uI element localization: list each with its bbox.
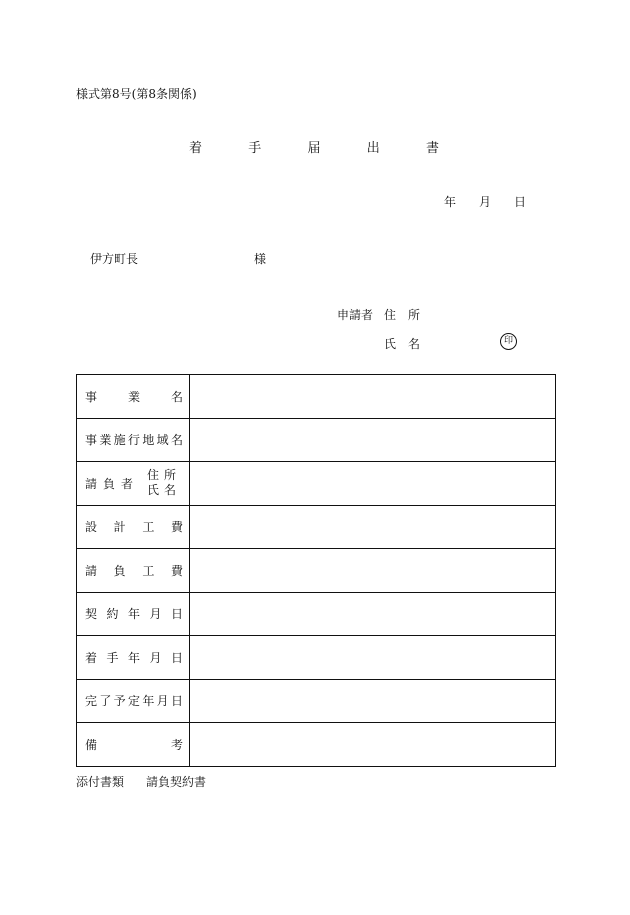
row-label-char: 予 <box>113 694 126 709</box>
row-label-char: 着 <box>85 650 98 665</box>
sub-label-char: 名 <box>164 483 177 498</box>
row-label-cell <box>77 505 190 549</box>
date-char: 日 <box>513 195 526 209</box>
row-label-char: 年 <box>127 650 140 665</box>
table-row <box>77 375 556 419</box>
row-label-cell <box>77 375 190 419</box>
row-value-cell[interactable] <box>190 418 556 462</box>
row-label-cell <box>77 636 190 680</box>
sub-label-char: 住 <box>147 468 160 483</box>
row-label-char: 者 <box>120 476 133 491</box>
row-label <box>77 388 189 405</box>
row-label <box>77 431 189 448</box>
row-label-main <box>85 475 133 492</box>
table-row <box>77 592 556 636</box>
title-char: 手 <box>248 141 262 156</box>
sub-label-address <box>147 468 181 483</box>
attachments-item: 請負契約書 <box>146 775 207 789</box>
row-label-char: 工 <box>142 520 155 535</box>
row-label-char: 月 <box>149 650 162 665</box>
title-char: 着 <box>189 141 203 156</box>
sub-label-char: 氏 <box>147 483 160 498</box>
row-label-char: 名 <box>170 389 183 404</box>
row-label-cell <box>77 592 190 636</box>
row-value-cell[interactable] <box>190 636 556 680</box>
row-value-cell[interactable] <box>190 679 556 723</box>
row-label-char: 日 <box>170 694 183 709</box>
honorific: 様 <box>254 252 267 266</box>
row-label-char: 業 <box>99 433 112 448</box>
row-label-char: 了 <box>99 694 112 709</box>
address-label-char: 住 <box>384 308 397 322</box>
title-char: 書 <box>425 141 439 156</box>
row-label-char: 事 <box>85 433 98 448</box>
applicant-label: 申請者 <box>337 308 374 322</box>
row-label-char: 日 <box>170 607 183 622</box>
row-label-char: 月 <box>156 694 169 709</box>
row-label-char: 年 <box>127 607 140 622</box>
row-value-cell[interactable] <box>190 549 556 593</box>
row-label-char: 費 <box>170 520 183 535</box>
row-label-char: 契 <box>85 607 98 622</box>
row-value-cell[interactable] <box>190 375 556 419</box>
document-title <box>189 137 439 156</box>
row-label-char: 費 <box>170 563 183 578</box>
row-label-char: 日 <box>170 650 183 665</box>
attachments-line <box>76 773 206 790</box>
name-label-char: 名 <box>407 337 420 351</box>
row-label-char: 計 <box>113 520 126 535</box>
row-label <box>77 518 189 535</box>
row-label-cell <box>77 679 190 723</box>
row-label-char: 業 <box>127 389 140 404</box>
form-number: 様式第8号(第8条関係) <box>76 87 197 101</box>
table-row <box>77 723 556 767</box>
row-label-char: 月 <box>149 607 162 622</box>
row-label-char: 年 <box>142 694 155 709</box>
address-label-char: 所 <box>407 308 420 322</box>
table-row <box>77 462 556 506</box>
row-label-cell <box>77 549 190 593</box>
row-value-cell[interactable] <box>190 462 556 506</box>
row-label-char: 請 <box>85 563 98 578</box>
table-row <box>77 549 556 593</box>
table-row <box>77 505 556 549</box>
row-label-char: 設 <box>85 520 98 535</box>
row-label-char: 完 <box>85 694 98 709</box>
row-label <box>77 736 189 753</box>
row-label <box>77 605 189 622</box>
applicant-name-label <box>384 335 420 352</box>
sub-label-char: 所 <box>164 468 177 483</box>
row-label-cell <box>77 462 190 506</box>
row-value-cell[interactable] <box>190 592 556 636</box>
row-label-char: 備 <box>85 737 98 752</box>
row-label-char: 負 <box>102 476 115 491</box>
date-line <box>444 193 526 210</box>
row-label-char: 考 <box>170 737 183 752</box>
row-label-char: 工 <box>142 563 155 578</box>
row-label-char: 負 <box>113 563 126 578</box>
table-row <box>77 418 556 462</box>
name-label-char: 氏 <box>384 337 397 351</box>
row-label-char: 約 <box>106 607 119 622</box>
title-char: 出 <box>366 141 380 156</box>
row-label-char: 行 <box>127 433 140 448</box>
row-label-char: 施 <box>113 433 126 448</box>
addressee: 伊方町長 <box>90 252 139 266</box>
table-row <box>77 636 556 680</box>
sub-label-name <box>147 483 181 498</box>
row-value-cell[interactable] <box>190 505 556 549</box>
attachments-label: 添付書類 <box>76 775 125 789</box>
details-table <box>76 374 556 767</box>
row-label-char: 請 <box>85 476 98 491</box>
table-row <box>77 679 556 723</box>
row-label-char: 域 <box>156 433 169 448</box>
row-label <box>77 468 189 498</box>
row-label-char: 手 <box>106 650 119 665</box>
row-label-char: 地 <box>142 433 155 448</box>
row-label-char: 定 <box>127 694 140 709</box>
row-label-char: 事 <box>85 389 98 404</box>
row-label <box>77 692 189 709</box>
row-label-sub <box>147 468 181 498</box>
row-label-char: 名 <box>170 433 183 448</box>
date-char: 年 <box>444 195 457 209</box>
applicant-address-label <box>384 306 420 323</box>
row-label-cell <box>77 418 190 462</box>
title-char: 届 <box>307 141 321 156</box>
date-char: 月 <box>478 195 491 209</box>
seal-mark: 印 <box>500 333 517 350</box>
row-value-cell[interactable] <box>190 723 556 767</box>
row-label <box>77 562 189 579</box>
row-label <box>77 649 189 666</box>
row-label-cell <box>77 723 190 767</box>
